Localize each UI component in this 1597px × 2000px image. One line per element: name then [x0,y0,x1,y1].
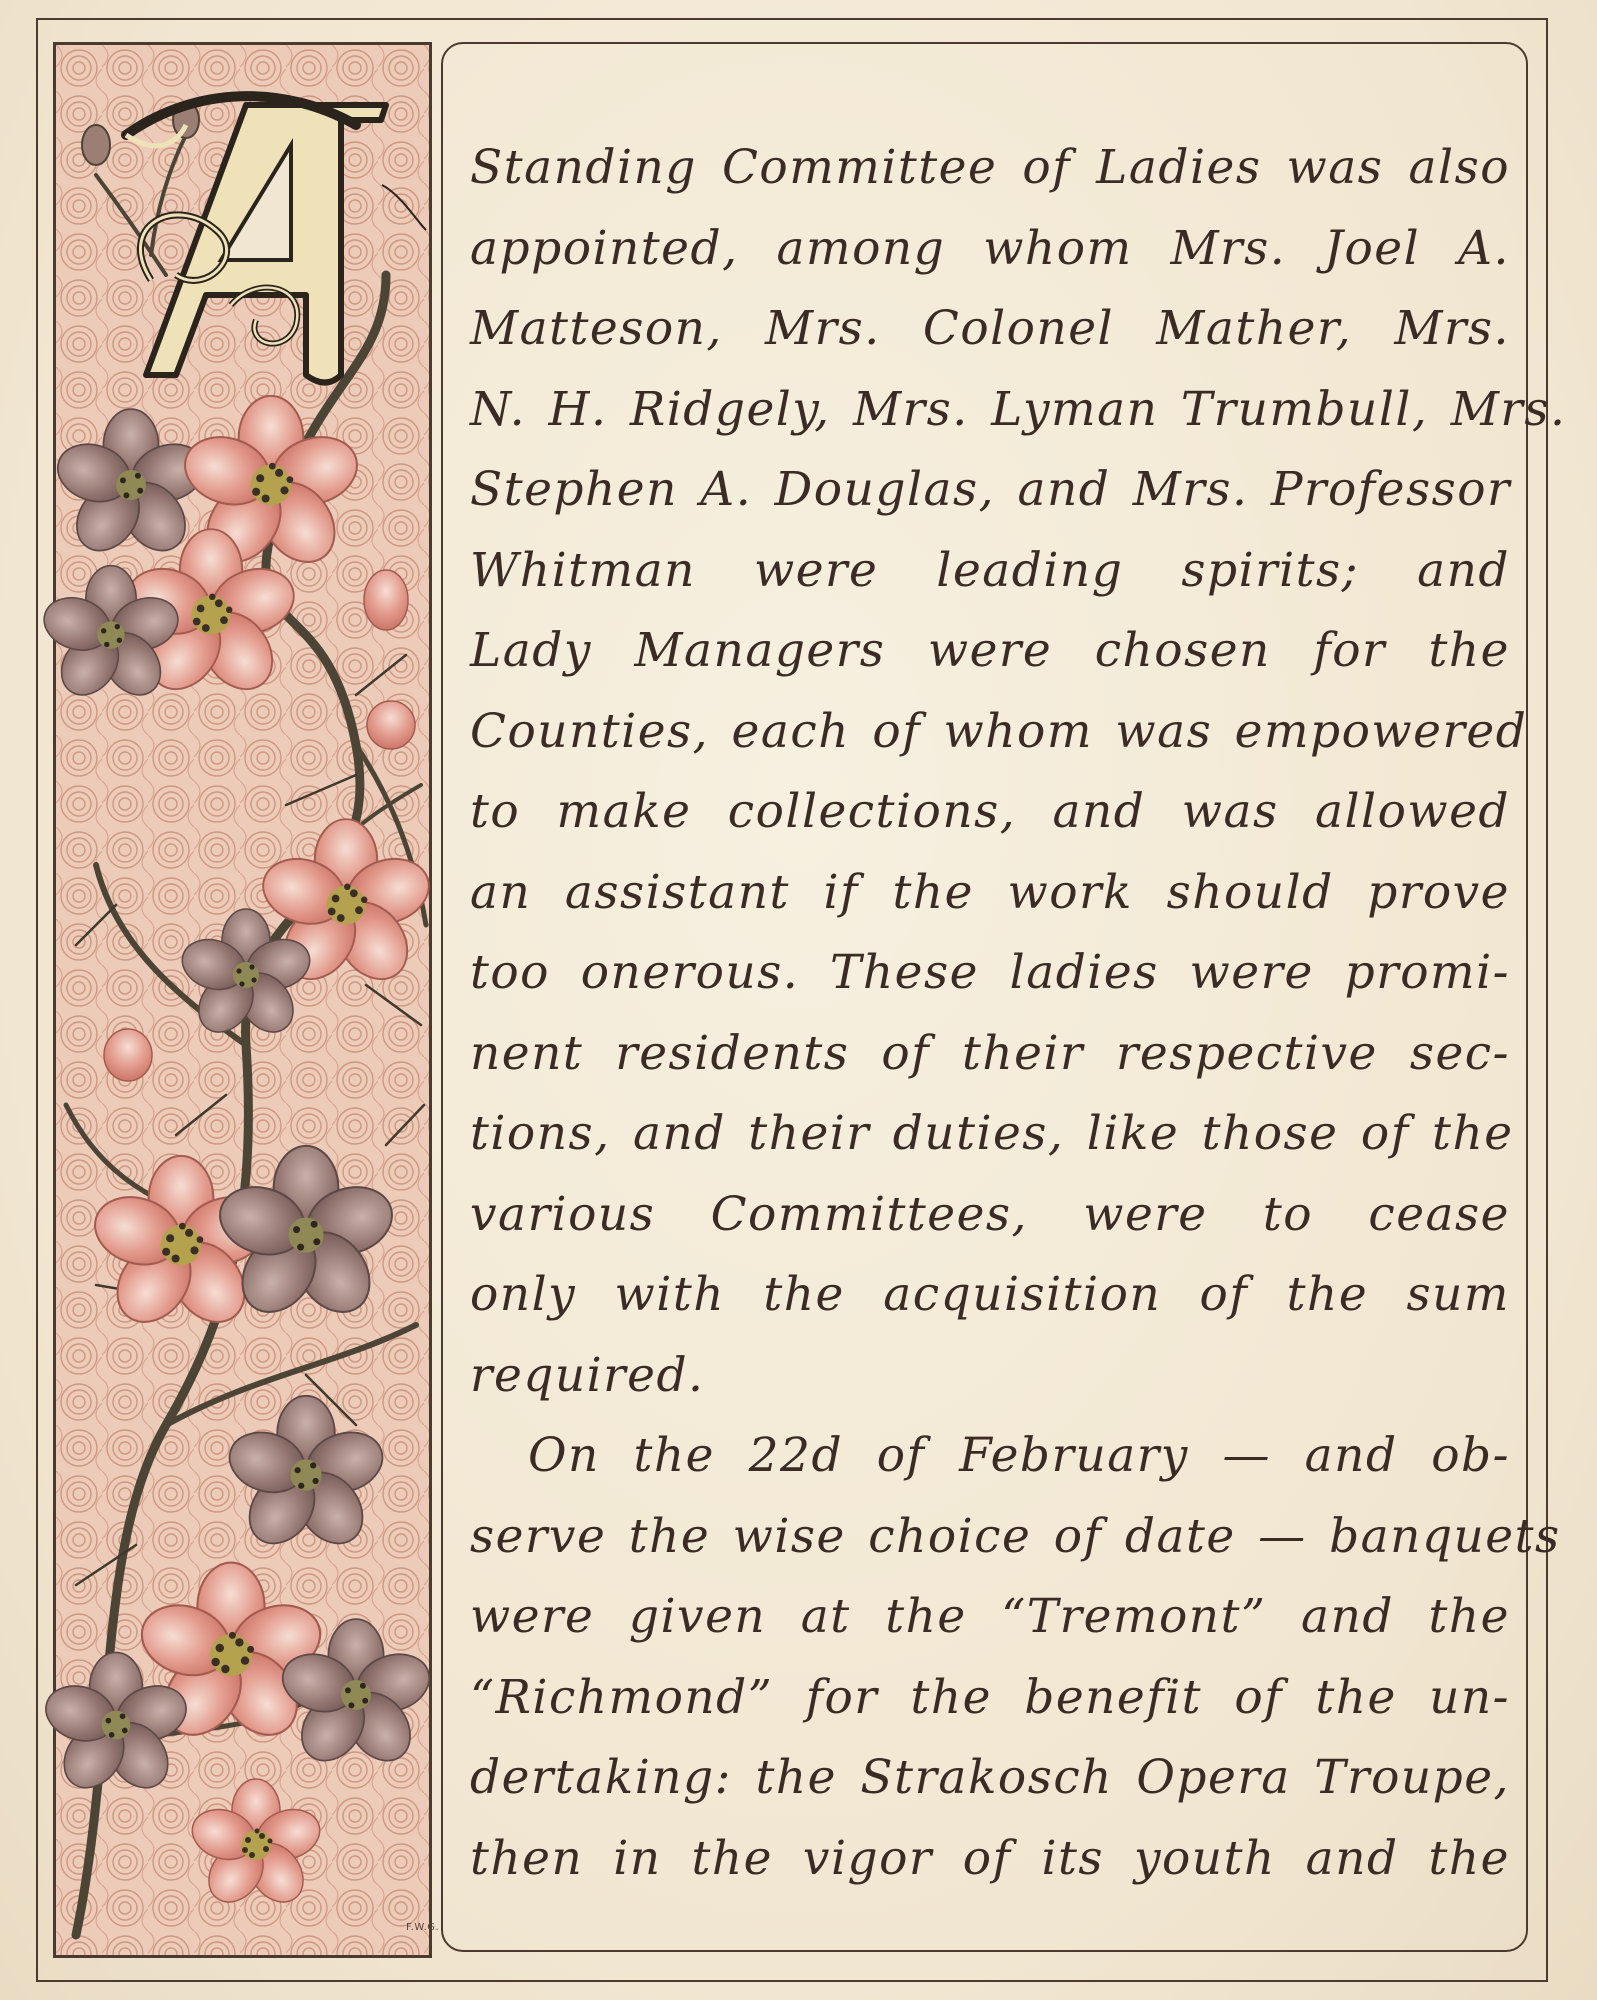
text-line: Lady Managers were chosen for the [470,623,1510,678]
text-line: On the 22d of February — and ob- [528,1428,1510,1483]
text-line: an assistant if the work should prove [470,864,1510,920]
text-line: required. [470,1347,705,1403]
text-line: appointed, among whom Mrs. Joel A. [470,220,1510,276]
text-line: tions, and their duties, like those of the [470,1106,1514,1161]
text-line: Whitman were leading spirits; and [470,542,1510,598]
artist-monogram: F.W.G. [406,1922,440,1933]
blossom-illustration [56,45,429,1955]
text-line: serve the wise choice of date — banquets [470,1508,1561,1564]
text-line: Matteson, Mrs. Colonel Mather, Mrs. [470,301,1510,356]
text-line: then in the vigor of its youth and the [470,1830,1510,1886]
text-line: Counties, each of whom was empowered [470,703,1528,759]
text-line: Standing Committee of Ladies was also [470,140,1510,195]
text-line: “Richmond” for the benefit of the un- [470,1669,1510,1725]
text-line: only with the acquisition of the sum [470,1267,1510,1322]
calligraphy-text-block [470,128,1567,1899]
text-line: to make collections, and was allowed [470,784,1510,839]
text-line: nent residents of their respective sec- [470,1025,1510,1081]
text-line: various Committees, were to cease [470,1186,1510,1242]
text-line: Stephen A. Douglas, and Mrs. Professor [470,462,1511,517]
illuminated-border-panel [53,42,440,1958]
text-line: were given at the “Tremont” and the [470,1589,1510,1644]
text-line: too onerous. These ladies were promi- [470,945,1510,1000]
text-line: N. H. Ridgely, Mrs. Lyman Trumbull, Mrs. [470,381,1567,437]
text-line: dertaking: the Strakosch Opera Troupe, [470,1750,1510,1805]
